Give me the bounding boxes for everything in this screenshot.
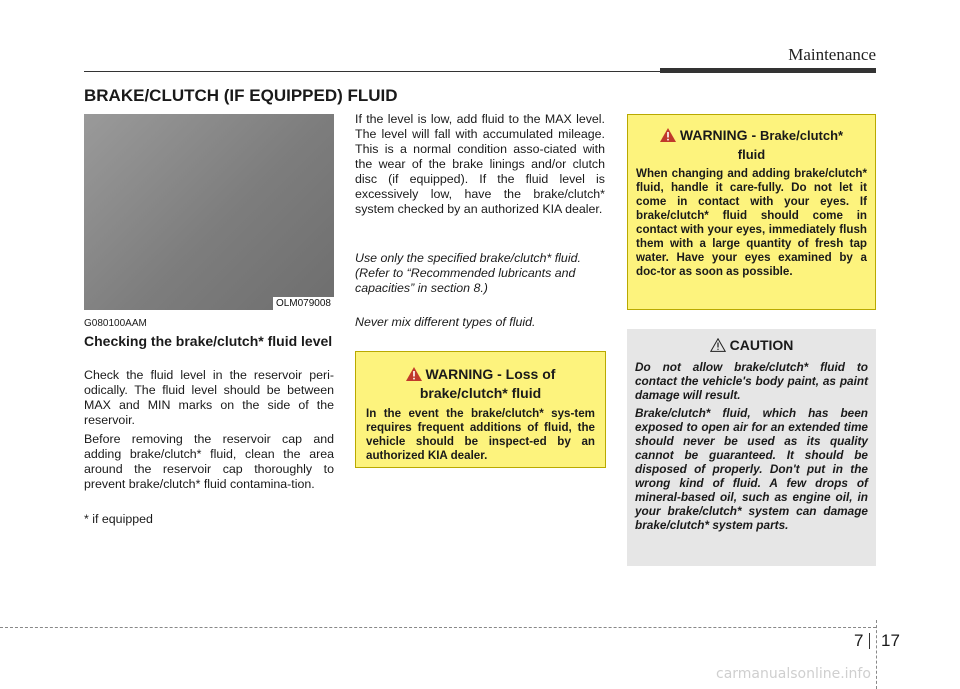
warning-title-loss: WARNING - Loss of brake/clutch* fluid (366, 366, 595, 402)
middle-paragraph-3: Never mix different types of fluid. (355, 315, 536, 329)
header-rule-thick (660, 68, 876, 73)
warning-title-brake-fluid: WARNING - Brake/clutch* fluid (636, 127, 867, 163)
caution-title: CAUTION (635, 337, 868, 355)
caution-triangle-icon (710, 338, 726, 355)
subhead-checking-fluid: Checking the brake/clutch* fluid level (84, 333, 333, 349)
section-title: BRAKE/CLUTCH (IF EQUIPPED) FLUID (84, 86, 398, 105)
section-code: G080100AAM (84, 318, 147, 329)
warning-triangle-icon (406, 367, 422, 385)
left-paragraph-2: Before removing the reservoir cap and adding brake/clutch* fluid, clean the area around the reservoir cap thoroughly to prevent brake/clutch* fluid contamina-tion. (84, 432, 334, 491)
left-paragraph-1: Check the fluid level in the reservoir peri-odically. The fluid level should be between MAX and MIN marks on the side of the reservoir. (84, 368, 334, 427)
middle-paragraph-1: If the level is low, add fluid to the MAX level. The level will fall with accumulated mileage. This is a normal condition asso-ciated with the wear of the brake linings and/or clutch disc (if equipped). If the fluid level is excessively low, have the brake/clutch* system checked by an authorized KIA dealer. (355, 112, 605, 216)
page-number: 17 (881, 631, 900, 650)
caution-paragraph-2: Brake/clutch* fluid, which has been exposed to open air for an extended time should never be used as its quality cannot be guaranteed. It should be disposed of properly. Don't put in the wrong kind of fluid. A few drops of mineral-based oil, such as engine oil, in your brake/clutch* system can damage brake/clutch* system parts. (635, 406, 868, 532)
warning-box-brake-fluid (627, 114, 876, 310)
warning-triangle-icon (660, 128, 676, 146)
caution-box (627, 329, 876, 566)
reservoir-photo (84, 114, 334, 310)
middle-paragraph-2: Use only the specified brake/clutch* fluid. (Refer to “Recommended lubricants and capacities” in section 8.) (355, 251, 581, 295)
page-chapter: 7 (854, 631, 864, 650)
warning-body-loss: In the event the brake/clutch* sys-tem requires frequent additions of fluid, the vehicle should be inspect-ed by an authorized KIA dealer. (366, 407, 595, 462)
header-title: Maintenance (788, 45, 876, 64)
footer-rule (0, 627, 876, 628)
warning-box-loss-of-fluid (355, 351, 606, 468)
caution-paragraph-1: Do not allow brake/clutch* fluid to contact the vehicle's body paint, as paint damage will result. (635, 360, 868, 402)
header-rule-thin (84, 71, 660, 72)
page-separator (869, 633, 870, 649)
footer-vline (876, 620, 877, 689)
footnote-if-equipped: * if equipped (84, 512, 153, 526)
watermark: carmanualsonline.info (716, 666, 871, 682)
warning-body-brake-fluid: When changing and adding brake/clutch* fluid, handle it care-fully. Do not let it come in contact with your eyes. If brake/clutch* fluid should come in contact with your eyes, immediately flush them with a large quantity of fresh tap water. Have your eyes examined by a doc-tor as soon as possible. (636, 167, 867, 278)
figure-label: OLM079008 (273, 297, 334, 310)
